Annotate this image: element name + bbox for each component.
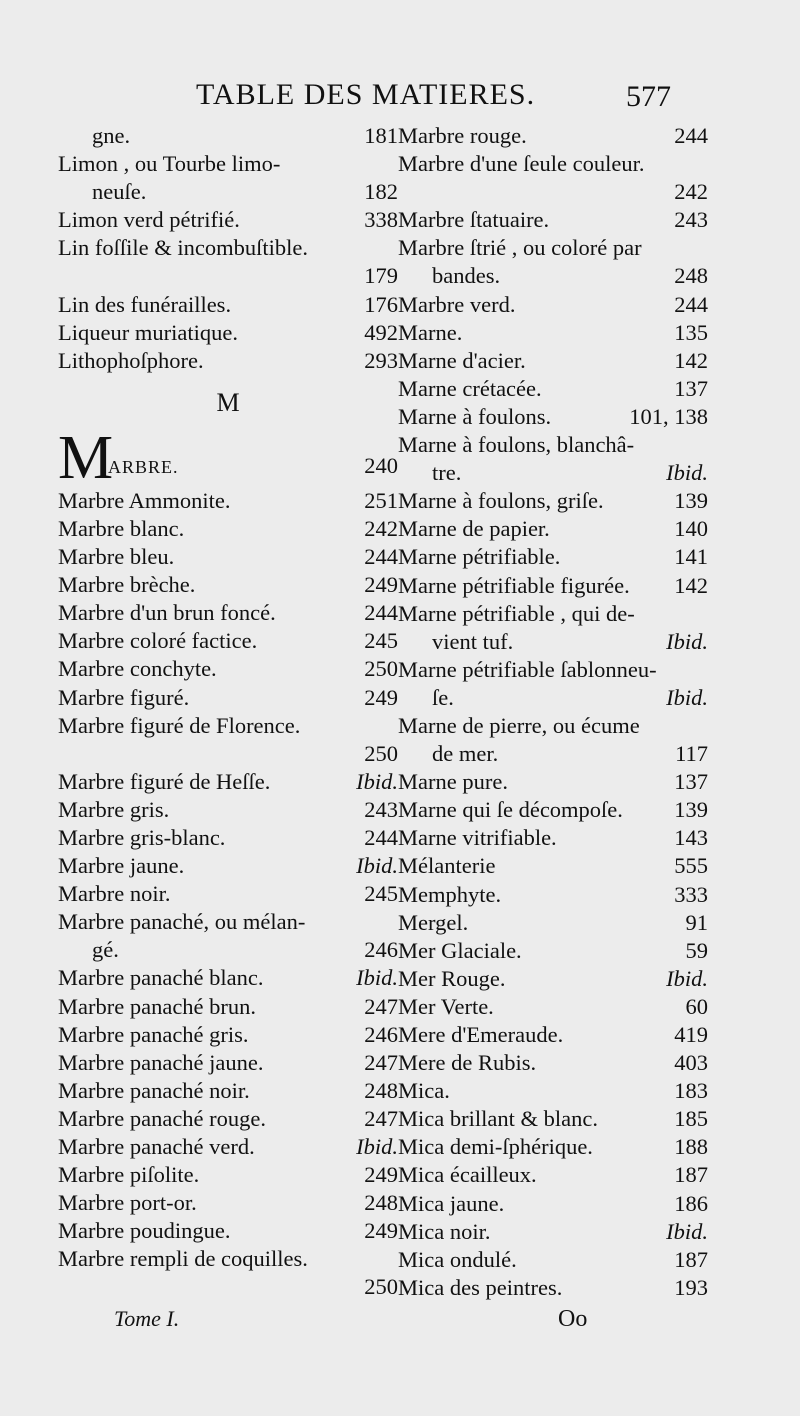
entry-term: Mer Verte. — [398, 993, 494, 1019]
entry-term: Marne à foulons, blanchâ- — [398, 432, 635, 458]
index-entry — [58, 262, 398, 290]
index-entry — [58, 993, 398, 1021]
index-entry — [58, 880, 398, 908]
entry-page: 244 — [674, 291, 708, 317]
index-entry — [398, 347, 708, 375]
index-entry — [398, 1246, 708, 1274]
index-entry — [398, 178, 708, 206]
index-entry — [58, 908, 398, 936]
entry-page: Ibid. — [666, 1218, 708, 1244]
entry-page: Ibid. — [666, 628, 708, 654]
index-entry — [398, 1218, 708, 1246]
entry-page: 245 — [364, 881, 398, 907]
entry-page: 240 — [364, 452, 398, 478]
entry-term: Marbre gris. — [58, 796, 170, 822]
entry-term: Marbre panaché jaune. — [58, 1049, 264, 1075]
index-entry — [58, 234, 398, 262]
index-entry — [58, 712, 398, 740]
index-entry — [398, 993, 708, 1021]
index-entry — [398, 122, 708, 150]
index-entry — [58, 1021, 398, 1049]
entry-page: 250 — [364, 1274, 398, 1300]
entry-term: Marbre panaché gris. — [58, 1021, 249, 1047]
entry-page: 188 — [674, 1134, 708, 1160]
entry-page: 333 — [674, 881, 708, 907]
entry-term: Mélanterie — [398, 853, 496, 879]
entry-page: 135 — [674, 319, 708, 345]
entry-term: Marne qui ſe décompoſe. — [398, 797, 623, 823]
index-entry — [398, 1077, 708, 1105]
entry-page: 249 — [364, 684, 398, 710]
index-entry — [398, 965, 708, 993]
running-title: TABLE DES MATIERES. — [196, 78, 536, 111]
index-entry — [398, 375, 708, 403]
entry-page: 183 — [674, 1078, 708, 1104]
entry-term: Marne pétrifiable ſablonneu- — [398, 656, 657, 682]
entry-page: 141 — [674, 544, 708, 570]
index-entry — [398, 1190, 708, 1218]
entry-term: Mica des peintres. — [398, 1274, 563, 1300]
entry-page: Ibid. — [666, 460, 708, 486]
index-entry — [398, 600, 708, 628]
index-entry-marbre — [58, 423, 398, 492]
index-entry — [58, 1273, 398, 1301]
signature-mark: Oo — [558, 1306, 588, 1332]
index-entry — [58, 1217, 398, 1245]
index-entry — [398, 628, 708, 656]
page-footer — [0, 1306, 800, 1346]
entry-term: Marbre ſtatuaire. — [398, 207, 550, 233]
index-entry — [58, 1077, 398, 1105]
entry-page: 242 — [674, 179, 708, 205]
index-entry — [58, 796, 398, 824]
entry-term: Mere d'Emeraude. — [398, 1022, 564, 1047]
entry-term: Marbre ſtrié , ou coloré par — [398, 235, 642, 261]
entry-term: Marne pétrifiable , qui de- — [398, 600, 635, 626]
entry-page: 293 — [364, 347, 398, 373]
entry-page: 139 — [674, 488, 708, 514]
entry-term: Marne pétrifiable figurée. — [398, 572, 630, 598]
index-entry — [398, 1021, 708, 1049]
entry-page: 247 — [364, 1049, 398, 1075]
entry-page: 179 — [364, 263, 398, 289]
entry-page: 249 — [364, 1218, 398, 1244]
index-entry — [398, 768, 708, 796]
entry-term: Mica ondulé. — [398, 1246, 517, 1272]
entry-term: Marbre rempli de coquilles. — [58, 1246, 308, 1272]
entry-page: 60 — [685, 993, 708, 1019]
index-entry — [58, 347, 398, 375]
index-entry — [398, 206, 708, 234]
entry-page: 248 — [674, 263, 708, 289]
index-column-right — [398, 122, 708, 1302]
entry-term: Marne à foulons. — [398, 403, 552, 429]
entry-term: Marbre rouge. — [398, 123, 527, 148]
entry-page: 142 — [674, 572, 708, 598]
index-entry — [58, 599, 398, 627]
entry-page: 117 — [675, 741, 708, 767]
index-entry — [398, 515, 708, 543]
entry-term: Marbre piſolite. — [58, 1162, 200, 1188]
entry-term: Liqueur muriatique. — [58, 319, 238, 345]
entry-term: Marbre panaché rouge. — [58, 1105, 267, 1131]
entry-page: 243 — [364, 796, 398, 822]
index-column-left — [58, 122, 398, 1302]
entry-term: Marbre verd. — [398, 291, 516, 317]
entry-term: Marne. — [398, 319, 463, 345]
entry-page: 244 — [674, 123, 708, 148]
entry-term: Mere de Rubis. — [398, 1050, 537, 1076]
entry-term: Lithophoſphore. — [58, 347, 204, 373]
entry-term: Marbre figuré de Heſſe. — [58, 768, 271, 794]
entry-page: 140 — [674, 516, 708, 542]
entry-page: 139 — [674, 797, 708, 823]
entry-term: Marbre panaché blanc. — [58, 965, 264, 991]
entry-term: Limon verd pétrifié. — [58, 207, 240, 233]
index-entry — [58, 1245, 398, 1273]
entry-page: 91 — [685, 909, 708, 935]
entry-page: 101, 138 — [629, 403, 708, 429]
entry-term: Mica écailleux. — [398, 1162, 537, 1188]
index-entry — [398, 487, 708, 515]
entry-term: Marbre coloré factice. — [58, 628, 258, 654]
entry-page: 143 — [674, 825, 708, 851]
entry-term: Marne vitrifiable. — [398, 825, 557, 851]
entry-page: Ibid. — [356, 965, 398, 991]
index-entry — [398, 656, 708, 684]
entry-page: 187 — [674, 1246, 708, 1272]
entry-term: Marbre panaché verd. — [58, 1134, 255, 1159]
entry-page: 555 — [674, 853, 708, 879]
entry-term: Marne crétacée. — [398, 375, 542, 401]
drop-initial: M — [58, 423, 114, 492]
index-entry — [58, 1105, 398, 1133]
entry-term: Marbre blanc. — [58, 515, 185, 541]
index-entry — [58, 122, 398, 150]
entry-page: 419 — [674, 1022, 708, 1047]
index-entry — [58, 768, 398, 796]
page-header — [0, 78, 800, 122]
entry-term: Mica demi-ſphérique. — [398, 1134, 593, 1160]
entry-page: 248 — [364, 1190, 398, 1216]
entry-page: 246 — [364, 1021, 398, 1047]
entry-page: 250 — [364, 656, 398, 682]
entry-term: Marne pure. — [398, 769, 508, 795]
index-entry — [398, 319, 708, 347]
index-entry — [398, 909, 708, 937]
index-entry — [58, 319, 398, 347]
entry-term: Marbre noir. — [58, 881, 171, 907]
entry-page: 142 — [674, 347, 708, 373]
index-entry — [398, 262, 708, 290]
entry-page: 193 — [674, 1274, 708, 1300]
entry-term: Marbre conchyte. — [58, 656, 217, 682]
entry-term: ARBRE. — [108, 456, 179, 477]
entry-term: Marbre d'un brun foncé. — [58, 600, 276, 626]
entry-term: Marbre poudingue. — [58, 1218, 231, 1244]
entry-page: 245 — [364, 628, 398, 654]
index-entry — [398, 824, 708, 852]
index-entry — [58, 150, 398, 178]
index-entry — [58, 543, 398, 571]
entry-page: 244 — [364, 544, 398, 570]
entry-term: Marbre panaché noir. — [58, 1077, 250, 1103]
index-entry — [58, 206, 398, 234]
letter-heading: M — [216, 387, 240, 417]
index-entry — [58, 1049, 398, 1077]
entry-page: 182 — [364, 179, 398, 205]
entry-term: gé. — [92, 937, 119, 963]
entry-page: 250 — [364, 740, 398, 766]
entry-page: 492 — [364, 319, 398, 345]
entry-term: Memphyte. — [398, 881, 502, 907]
entry-term: Marbre figuré. — [58, 684, 190, 710]
index-entry — [58, 740, 398, 768]
index-entry — [398, 852, 708, 880]
index-entry — [58, 936, 398, 964]
index-entry — [58, 515, 398, 543]
index-entry — [398, 881, 708, 909]
index-entry — [398, 1133, 708, 1161]
index-entry — [398, 937, 708, 965]
index-entry — [398, 1105, 708, 1133]
entry-term: Marne de pierre, ou écume — [398, 712, 640, 738]
entry-term: Lin des funérailles. — [58, 291, 232, 317]
index-entry — [398, 740, 708, 768]
entry-page: Ibid. — [356, 1134, 398, 1159]
index-entry — [398, 431, 708, 459]
entry-term: Mica. — [398, 1078, 450, 1104]
entry-term: Marne pétrifiable. — [398, 544, 561, 570]
entry-page: 248 — [364, 1077, 398, 1103]
index-entry — [58, 291, 398, 319]
index-entry — [58, 1133, 398, 1161]
entry-term: Lin foſſile & incombuſtible. — [58, 235, 308, 261]
entry-term: Mergel. — [398, 909, 469, 935]
entry-term: vient tuf. — [432, 628, 514, 654]
entry-term: Marbre Ammonite. — [58, 487, 231, 513]
entry-page: 338 — [364, 207, 398, 233]
entry-page: 137 — [674, 769, 708, 795]
entry-page: Ibid. — [356, 853, 398, 879]
entry-term: Mica jaune. — [398, 1190, 505, 1216]
index-entry — [58, 487, 398, 515]
entry-term: Marbre panaché brun. — [58, 993, 257, 1019]
entry-term: tre. — [432, 460, 462, 486]
entry-term: Mer Rouge. — [398, 965, 506, 991]
entry-term: Marbre panaché, ou mélan- — [58, 909, 306, 935]
index-entry — [58, 1161, 398, 1189]
index-entry — [58, 852, 398, 880]
page-number: 577 — [626, 80, 671, 113]
entry-page: Ibid. — [666, 684, 708, 710]
index-entry — [398, 403, 708, 431]
index-entry — [58, 684, 398, 712]
entry-term: Marbre bleu. — [58, 544, 175, 570]
entry-term: Marbre jaune. — [58, 853, 185, 879]
entry-term: Marbre port-or. — [58, 1190, 197, 1216]
entry-page: 186 — [674, 1190, 708, 1216]
entry-term: neuſe. — [92, 179, 147, 205]
entry-page: 187 — [674, 1162, 708, 1188]
volume-label: Tome I. — [114, 1306, 180, 1331]
index-entry — [58, 964, 398, 992]
entry-term: ſe. — [432, 684, 454, 710]
index-entry — [398, 543, 708, 571]
entry-term: Marbre brèche. — [58, 572, 196, 598]
entry-page: 244 — [364, 600, 398, 626]
entry-term: Mica brillant & blanc. — [398, 1106, 598, 1132]
entry-page: 246 — [364, 937, 398, 963]
index-entry — [398, 1161, 708, 1189]
entry-term: Limon , ou Tourbe limo- — [58, 151, 281, 177]
entry-term: de mer. — [432, 741, 499, 767]
index-entry — [58, 1189, 398, 1217]
index-entry — [398, 150, 708, 178]
index-entry — [398, 1274, 708, 1302]
entry-term: gne. — [92, 123, 131, 148]
entry-page: 247 — [364, 1105, 398, 1131]
entry-page: 176 — [364, 291, 398, 317]
index-entry — [398, 712, 708, 740]
entry-page: 251 — [364, 487, 398, 513]
entry-page: 59 — [685, 937, 708, 963]
index-entry — [58, 627, 398, 655]
entry-page: 185 — [674, 1106, 708, 1132]
entry-page: 137 — [674, 375, 708, 401]
entry-term: bandes. — [432, 263, 501, 289]
index-entry — [58, 571, 398, 599]
entry-term: Marbre gris-blanc. — [58, 824, 226, 850]
entry-term: Marne d'acier. — [398, 347, 526, 373]
entry-page: 249 — [364, 572, 398, 598]
index-entry — [398, 572, 708, 600]
index-entry — [398, 684, 708, 712]
index-entry — [58, 655, 398, 683]
entry-term: Marne à foulons, griſe. — [398, 488, 604, 514]
entry-page: 243 — [674, 207, 708, 233]
entry-term: Mer Glaciale. — [398, 937, 522, 963]
entry-page: 181 — [364, 123, 398, 148]
entry-page: 403 — [674, 1050, 708, 1076]
entry-term: Mica noir. — [398, 1218, 491, 1244]
entry-page: 244 — [364, 824, 398, 850]
entry-page: 249 — [364, 1162, 398, 1188]
index-entry — [398, 234, 708, 262]
index-entry — [398, 291, 708, 319]
index-entry — [58, 178, 398, 206]
entry-page: 242 — [364, 515, 398, 541]
entry-page: 247 — [364, 993, 398, 1019]
index-entry — [398, 459, 708, 487]
entry-page: Ibid. — [666, 965, 708, 991]
index-entry — [398, 796, 708, 824]
entry-term: Marbre figuré de Florence. — [58, 712, 301, 738]
entry-page: Ibid. — [356, 768, 398, 794]
index-entry — [58, 824, 398, 852]
index-entry — [398, 1049, 708, 1077]
entry-term: Marne de papier. — [398, 516, 550, 542]
entry-term: Marbre d'une ſeule couleur. — [398, 151, 645, 177]
